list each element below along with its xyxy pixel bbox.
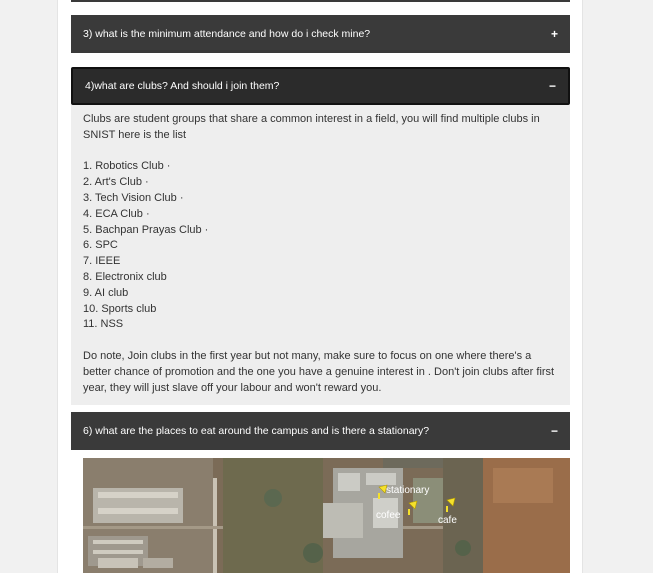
list-item: 2. Art's Club ·	[83, 176, 149, 189]
list-item: 8. Electronix club	[83, 270, 167, 283]
campus-map-image	[83, 458, 570, 573]
collapse-icon: −	[548, 79, 556, 93]
faq-question-4-title: 4)what are clubs? And should i join them?	[85, 80, 280, 92]
satellite-map	[83, 458, 570, 573]
list-item: 11. NSS	[83, 318, 124, 331]
map-label-stationary: stationary	[386, 485, 430, 496]
clubs-intro: Clubs are student groups that share a common interest in a field, you will find multiple clubs in SNIST here is the list	[83, 113, 540, 141]
list-item: 1. Robotics Club ·	[83, 160, 171, 173]
list-item: 9. AI club	[83, 286, 129, 299]
list-item: 7. IEEE	[83, 255, 121, 268]
clubs-note: Do note, Join clubs in the first year but not many, make sure to focus on one where there's a better chance of promotion and the one you have a genuine interest in . Don't join clubs after first year, they will just slave off your labour and won't reward you.	[83, 349, 555, 394]
divider	[71, 0, 570, 2]
faq-question-4[interactable]	[71, 67, 570, 105]
list-item: 5. Bachpan Prayas Club ·	[83, 223, 209, 236]
faq-question-3-title: 3) what is the minimum attendance and how do i check mine?	[83, 28, 371, 40]
list-item: 3. Tech Vision Club ·	[83, 191, 184, 204]
faq-question-6-title: 6) what are the places to eat around the campus and is there a stationary?	[83, 425, 430, 437]
map-label-cafe: cafe	[438, 515, 457, 526]
faq-answer-4	[71, 105, 570, 405]
collapse-icon: −	[550, 424, 558, 438]
faq-question-3[interactable]	[71, 15, 570, 53]
expand-icon: +	[550, 27, 558, 41]
faq-page	[57, 0, 583, 573]
list-item: 6. SPC	[83, 239, 118, 252]
map-label-cofee: cofee	[376, 510, 401, 521]
list-item: 10. Sports club	[83, 302, 157, 315]
clubs-list	[83, 159, 558, 333]
faq-question-6[interactable]	[71, 412, 570, 450]
list-item: 4. ECA Club ·	[83, 207, 150, 220]
